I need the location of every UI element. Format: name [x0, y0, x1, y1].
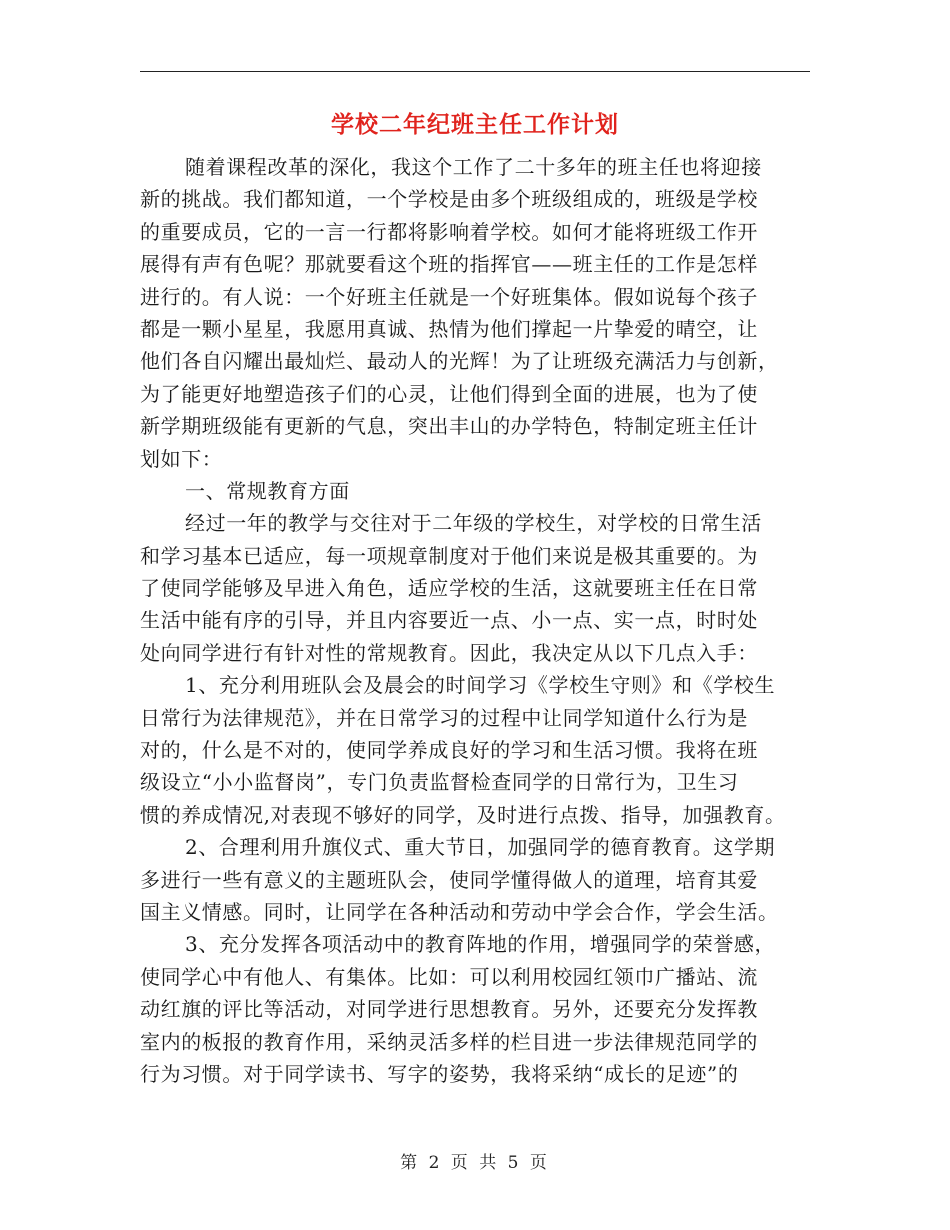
paragraph-line: 经过一年的教学与交往对于二年级的学校生，对学校的日常生活 — [185, 511, 762, 536]
paragraph-line: 新学期班级能有更新的气息，突出丰山的办学特色，特制定班主任计 — [140, 414, 758, 439]
paragraph-line: 的重要成员，它的一言一行都将影响着学校。如何才能将班级工作开 — [140, 219, 758, 244]
paragraph-line: 使同学心中有他人、有集体。比如：可以利用校园红领巾广播站、流 — [140, 964, 758, 989]
paragraph-line: 惯的养成情况,对表现不够好的同学，及时进行点拨、指导，加强教育。 — [140, 802, 786, 827]
paragraph-line: 为了能更好地塑造孩子们的心灵，让他们得到全面的进展，也为了使 — [140, 381, 758, 406]
header-rule — [140, 71, 810, 72]
paragraph-line: 日常行为法律规范》，并在日常学习的过程中让同学知道什么行为是 — [140, 705, 748, 730]
paragraph-line: 生活中能有序的引导，并且内容要近一点、小一点、实一点，时时处 — [140, 608, 758, 633]
page-number: 第 2 页 共 5 页 — [400, 1153, 550, 1173]
paragraph-line: 多进行一些有意义的主题班队会，使同学懂得做人的道理，培育其爱 — [140, 867, 758, 892]
document-title: 学校二年纪班主任工作计划 — [331, 111, 619, 138]
list-item-line: 3、充分发挥各项活动中的教育阵地的作用，增强同学的荣誉感， — [185, 932, 776, 957]
paragraph-line: 展得有声有色呢？那就要看这个班的指挥官——班主任的工作是怎样 — [140, 252, 758, 277]
paragraph-line: 都是一颗小星星，我愿用真诚、热情为他们撑起一片挚爱的晴空，让 — [140, 316, 758, 341]
paragraph-line: 和学习基本已适应，每一项规章制度对于他们来说是极其重要的。为 — [140, 543, 758, 568]
paragraph-line: 对的，什么是不对的，使同学养成良好的学习和生活习惯。我将在班 — [140, 738, 758, 763]
paragraph-line: 进行的。有人说：一个好班主任就是一个好班集体。假如说每个孩子 — [140, 284, 758, 309]
list-item-line: 1、充分利用班队会及晨会的时间学习《学校生守则》和《学校生 — [185, 673, 776, 698]
section-heading: 一、常规教育方面 — [185, 478, 350, 503]
paragraph-line: 新的挑战。我们都知道，一个学校是由多个班级组成的，班级是学校 — [140, 187, 758, 212]
paragraph-line: 了使同学能够及早进入角色，适应学校的生活，这就要班主任在日常 — [140, 576, 758, 601]
list-item-line: 2、合理利用升旗仪式、重大节日，加强同学的德育教育。这学期 — [185, 835, 776, 860]
paragraph-line: 国主义情感。同时，让同学在各种活动和劳动中学会合作，学会生活。 — [140, 899, 779, 924]
paragraph-line: 他们各自闪耀出最灿烂、最动人的光辉！为了让班级充满活力与创新， — [140, 349, 779, 374]
paragraph-line: 随着课程改革的深化，我这个工作了二十多年的班主任也将迎接 — [185, 155, 762, 179]
paragraph-line: 行为习惯。对于同学读书、写字的姿势，我将采纳“成长的足迹”的 — [140, 1061, 739, 1086]
paragraph-line: 动红旗的评比等活动，对同学进行思想教育。另外，还要充分发挥教 — [140, 997, 758, 1022]
paragraph-line: 划如下： — [140, 446, 223, 471]
paragraph-line: 级设立“小小监督岗”，专门负责监督检查同学的日常行为，卫生习 — [140, 770, 739, 795]
paragraph-line: 室内的板报的教育作用，采纳灵活多样的栏目进一步法律规范同学的 — [140, 1029, 758, 1054]
document-body — [140, 151, 820, 1090]
paragraph-line: 处向同学进行有针对性的常规教育。因此，我决定从以下几点入手： — [140, 640, 758, 665]
